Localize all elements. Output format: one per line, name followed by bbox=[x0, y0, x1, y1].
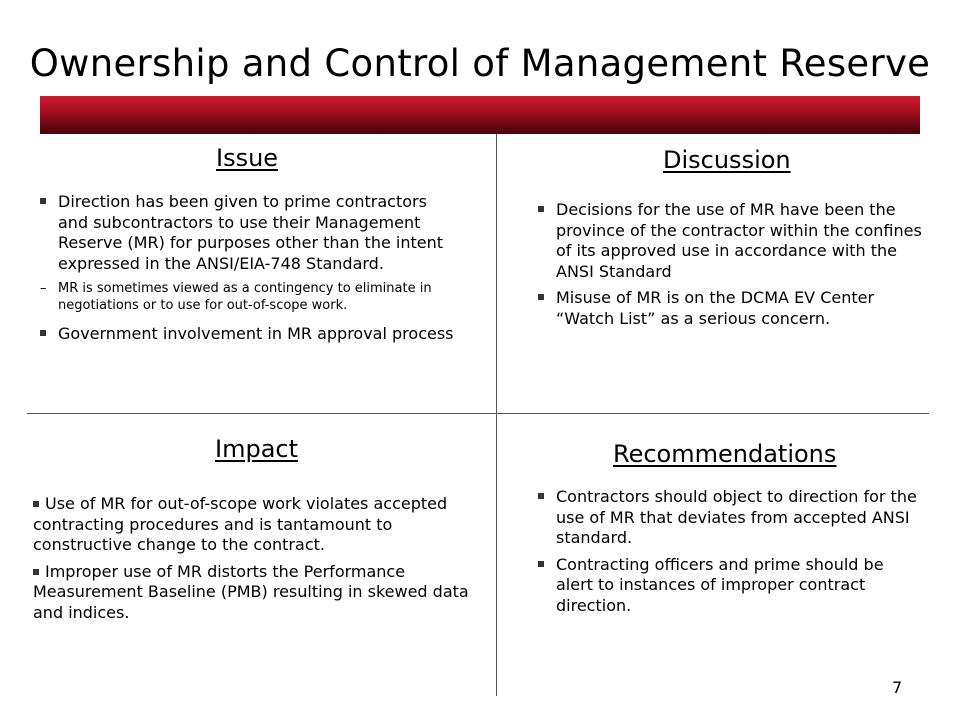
bullet-square-icon bbox=[40, 198, 46, 204]
impact-heading: Impact bbox=[215, 435, 299, 463]
bullet-square-icon bbox=[33, 569, 39, 575]
issue-list bbox=[40, 192, 460, 351]
impact-item-1: Use of MR for out-of-scope work violates accepted contracting procedures and is tantamount to constructive change to the contract. bbox=[33, 494, 448, 554]
discussion-list bbox=[538, 200, 923, 335]
impact-list bbox=[33, 494, 483, 629]
vertical-divider bbox=[496, 134, 497, 696]
issue-item-2: Government involvement in MR approval process bbox=[40, 324, 460, 345]
page-number: 7 bbox=[892, 678, 903, 697]
bullet-square-icon bbox=[538, 493, 544, 499]
issue-item-1: Direction has been given to prime contractors and subcontractors to use their Management Reserve (MR) for purposes other than the intent expressed in the ANSI/EIA-748 Standard. bbox=[40, 192, 460, 274]
bullet-square-icon bbox=[33, 501, 39, 507]
bullet-square-icon bbox=[538, 294, 544, 300]
bullet-square-icon bbox=[40, 330, 46, 336]
bullet-square-icon bbox=[538, 561, 544, 567]
recommendations-heading: Recommendations bbox=[613, 440, 837, 468]
bullet-square-icon bbox=[538, 206, 544, 212]
issue-heading: Issue bbox=[216, 144, 279, 172]
discussion-heading: Discussion bbox=[663, 146, 791, 174]
issue-subitem: – MR is sometimes viewed as a contingency to eliminate in negotiations or to use for out-of-scope work. bbox=[40, 281, 432, 313]
slide-title: Ownership and Control of Management Reserve bbox=[29, 42, 931, 85]
discussion-item-1: Decisions for the use of MR have been the province of the contractor within the confines of its approved use in accordance with the ANSI Standard bbox=[538, 200, 923, 282]
impact-item-2: Improper use of MR distorts the Performance Measurement Baseline (PMB) resulting in skewed data and indices. bbox=[33, 561, 469, 622]
recommendations-item-2: Contracting officers and prime should be alert to instances of improper contract direction. bbox=[538, 555, 923, 617]
discussion-item-2: Misuse of MR is on the DCMA EV Center “Watch List” as a serious concern. bbox=[538, 288, 923, 329]
horizontal-divider bbox=[27, 413, 929, 414]
recommendations-item-1: Contractors should object to direction for the use of MR that deviates from accepted ANSI standard. bbox=[538, 487, 923, 549]
title-underline-band bbox=[40, 96, 920, 134]
recommendations-list bbox=[538, 487, 923, 622]
